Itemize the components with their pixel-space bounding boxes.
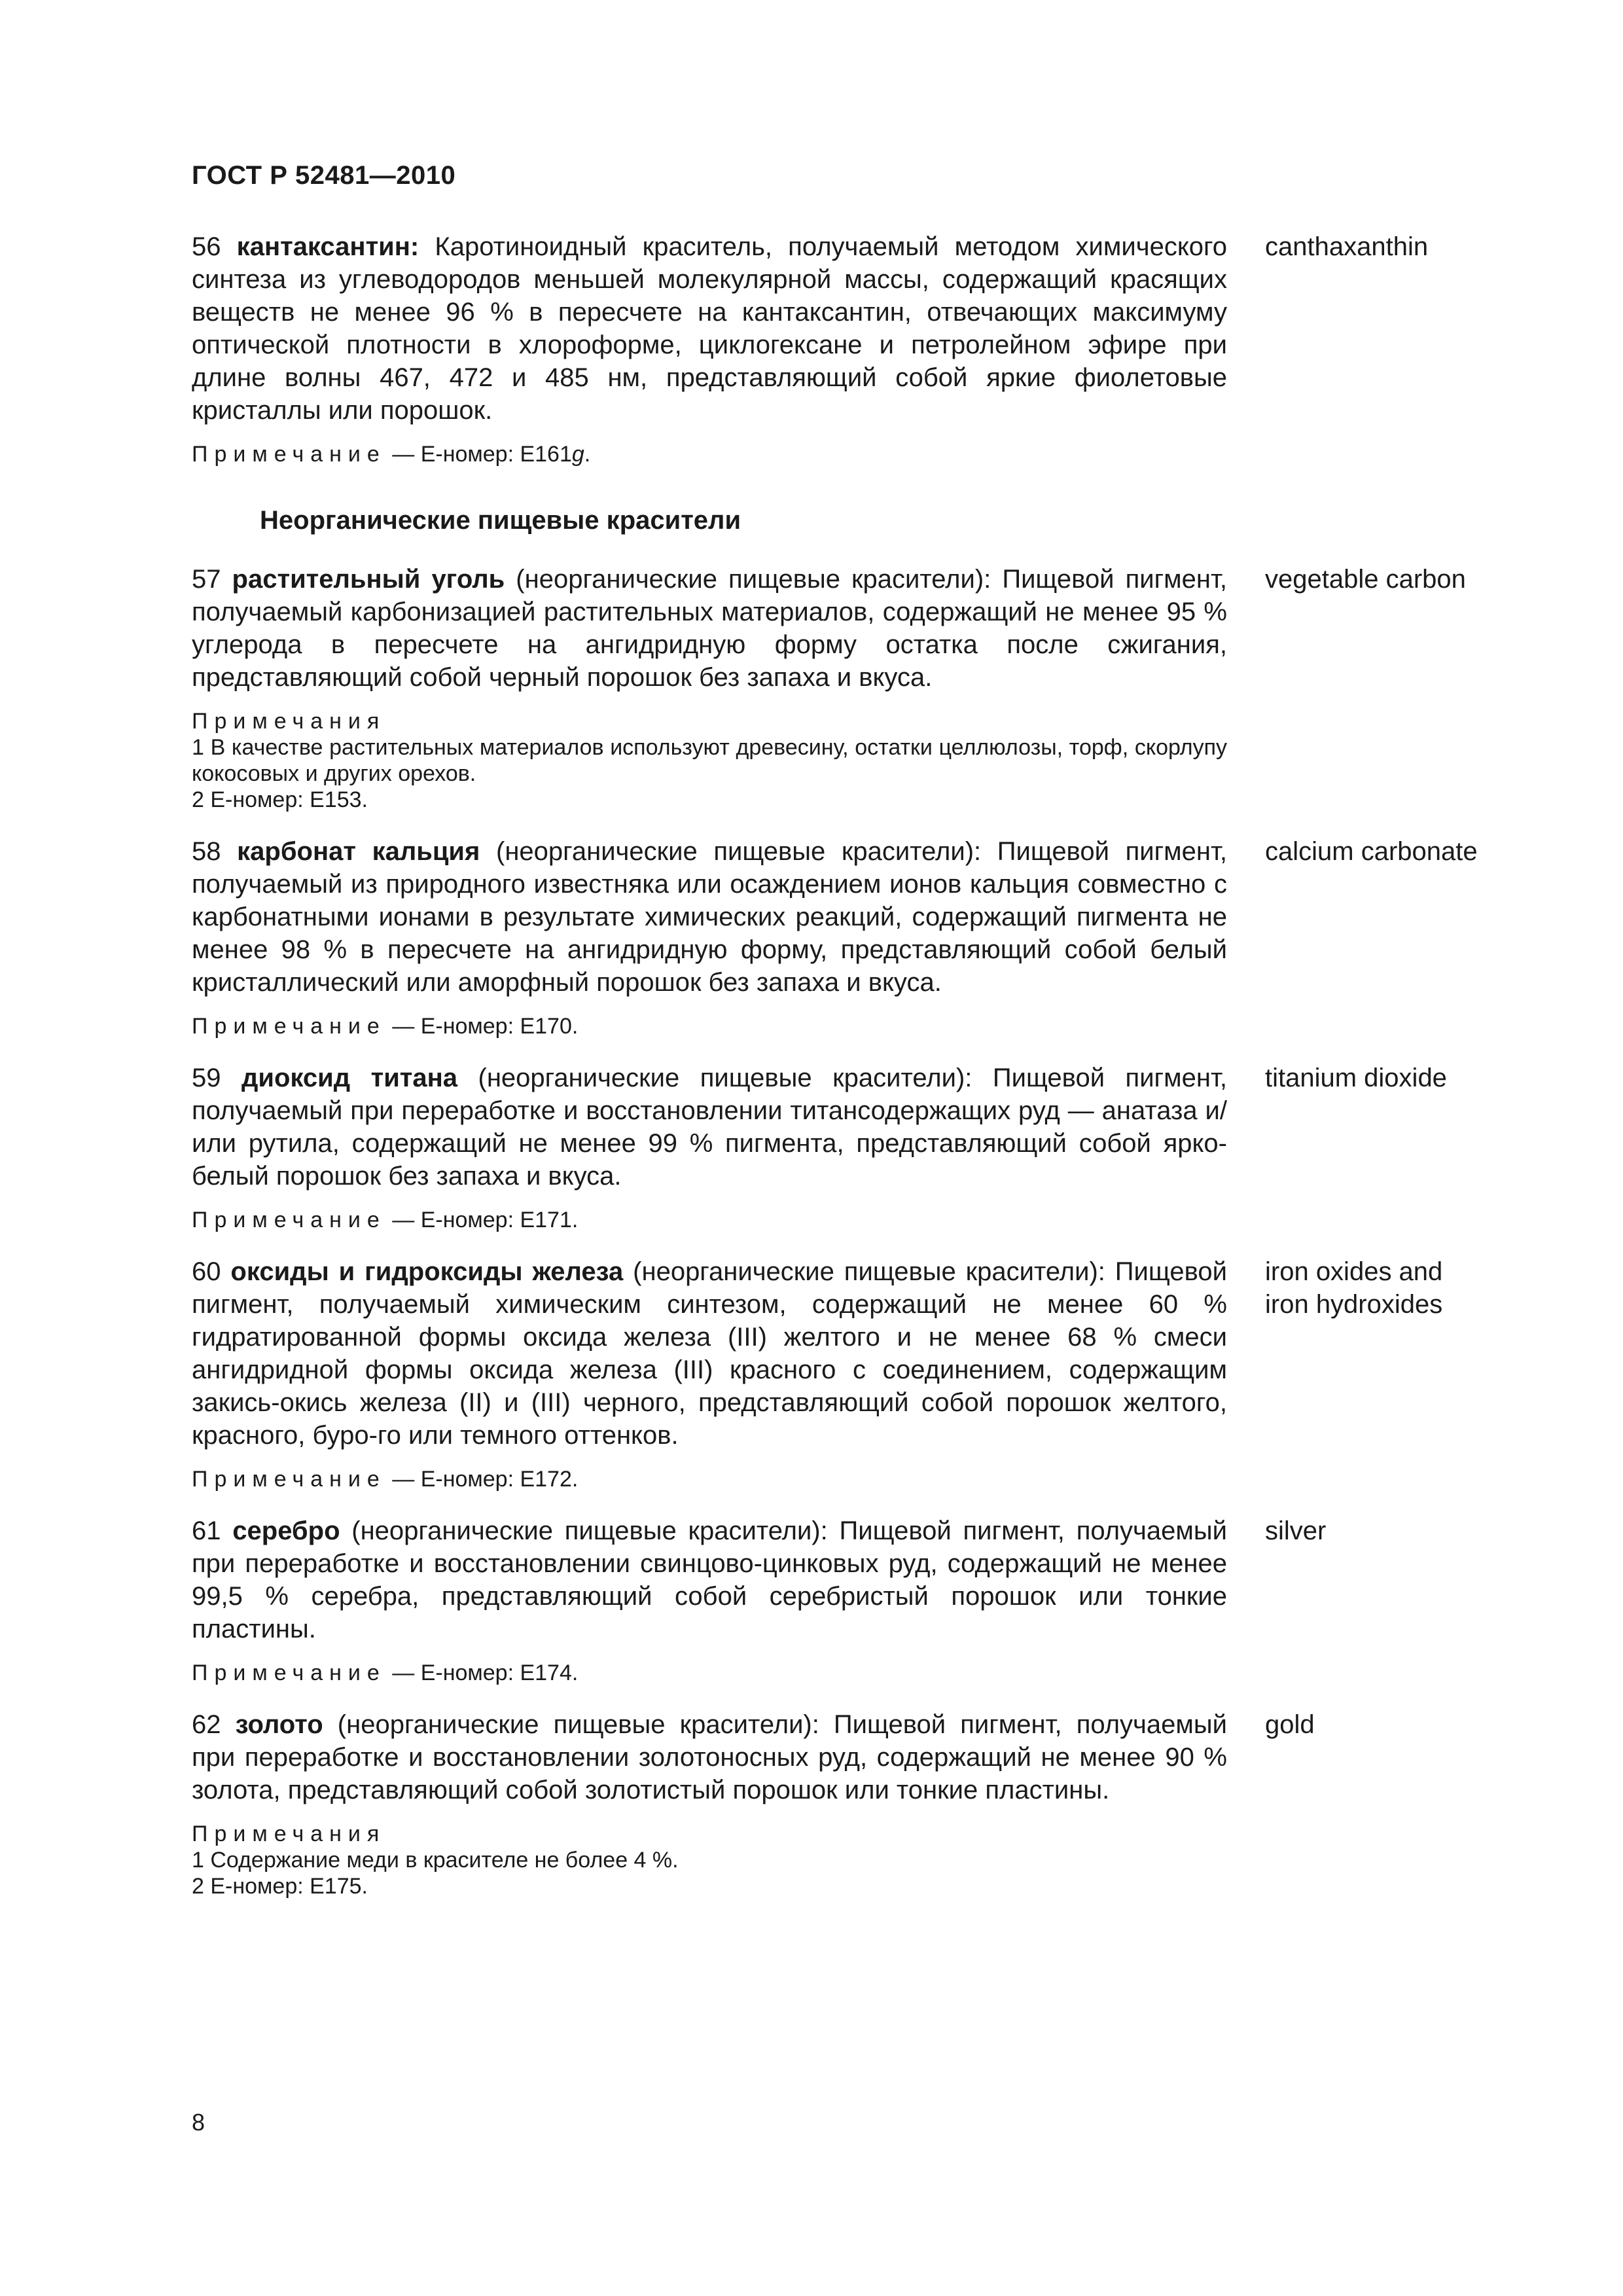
- entry-definition: [192, 230, 1227, 427]
- term-entry-56: [192, 230, 1514, 467]
- entry-definition: [192, 1255, 1227, 1452]
- term-entry-59: [192, 1062, 1514, 1233]
- note-label: Примечание: [192, 442, 386, 467]
- english-equivalent: silver: [1265, 1516, 1327, 1545]
- entry-number: 57: [192, 565, 221, 594]
- term-entry-58: [192, 835, 1514, 1039]
- note-text: — Е-номер: Е174.: [385, 1660, 579, 1685]
- note-text-italic: g: [571, 442, 584, 467]
- term-entry-57: [192, 563, 1514, 813]
- entry-definition: [192, 1062, 1227, 1193]
- section-heading: Неорганические пищевые красители: [260, 506, 741, 535]
- entry-term: оксиды и гидроксиды железа: [230, 1257, 624, 1286]
- entry-definition-text: (неорганические пищевые красители): Пищевой пигмент, получаемый карбонизацией растительных материалов, содержащий не менее 95 % углерода в пересчете на ангидридную форму остатка после сжигания, представляющий собой черный порошок без запаха и вкуса.: [192, 565, 1227, 692]
- entry-number: 58: [192, 837, 221, 866]
- english-equivalent: [1265, 1255, 1514, 1321]
- entry-notes: [192, 708, 1227, 813]
- term-entry-60: [192, 1255, 1514, 1492]
- document-body: [192, 230, 1514, 1899]
- note-text: — Е-номер: Е161: [385, 442, 572, 467]
- note-label: Примечание: [192, 1208, 386, 1232]
- entry-number: 56: [192, 232, 221, 261]
- entry-term: растительный уголь: [232, 565, 505, 594]
- note-text: — Е-номер: Е172.: [385, 1467, 579, 1492]
- entry-number: 59: [192, 1064, 221, 1092]
- english-equivalent: titanium dioxide: [1265, 1064, 1447, 1092]
- entry-number: 60: [192, 1257, 221, 1286]
- notes-label: Примечания: [192, 1821, 386, 1846]
- entry-definition: [192, 563, 1227, 694]
- note-label: Примечание: [192, 1014, 386, 1039]
- entry-definition: [192, 1708, 1227, 1806]
- entry-term: серебро: [232, 1516, 340, 1545]
- entry-term: диоксид титана: [241, 1064, 458, 1092]
- document-code-header: ГОСТ Р 52481—2010: [192, 161, 456, 190]
- english-equivalent: canthaxanthin: [1265, 232, 1429, 261]
- entry-note: [192, 1013, 1227, 1039]
- entry-definition-text: (неорганические пищевые красители): Пищевой пигмент, получаемый при переработке и восстановлении титансодержащих руд — анатаза и/или рутила, содержащий не менее 99 % пигмента, представляющий собой ярко-белый порошок без запаха и вкуса.: [192, 1064, 1227, 1191]
- english-equivalent: vegetable carbon: [1265, 565, 1466, 594]
- note-item-2: 2 Е-номер: Е175.: [192, 1874, 368, 1899]
- note-text: — Е-номер: Е171.: [385, 1208, 579, 1232]
- entry-definition-text: (неорганические пищевые красители): Пищевой пигмент, получаемый при переработке и восстановлении золотоносных руд, содержащий не менее 90 % золота, представляющий собой золотистый порошок или тонкие пластины.: [192, 1710, 1227, 1804]
- note-item-2: 2 Е-номер: Е153.: [192, 787, 368, 812]
- entry-definition-text: (неорганические пищевые красители): Пищевой пигмент, получаемый из природного известняка или осаждением ионов кальция совместно с карбонатными ионами в результате химических реакций, содержащий пигмента не менее 98 % в пересчете на ангидридную форму, представляющий собой белый кристаллический или аморфный порошок без запаха и вкуса.: [192, 837, 1227, 997]
- note-text-end: .: [584, 442, 591, 467]
- entry-definition: [192, 835, 1227, 999]
- note-label: Примечание: [192, 1660, 386, 1685]
- notes-label: Примечания: [192, 709, 386, 734]
- page-number: 8: [192, 2109, 205, 2136]
- entry-note: [192, 1660, 1227, 1686]
- entry-term: карбонат кальция: [237, 837, 480, 866]
- entry-term: кантаксантин:: [236, 232, 419, 261]
- english-equivalent-line-2: iron hydroxides: [1265, 1290, 1443, 1319]
- english-equivalent-line-1: iron oxides and: [1265, 1257, 1443, 1286]
- note-item-1: 1 В качестве растительных материалов используют древесину, остатки целлюлозы, торф, скорлупу кокосовых и других орехов.: [192, 735, 1227, 786]
- term-entry-61: [192, 1515, 1514, 1686]
- term-entry-62: [192, 1708, 1514, 1899]
- entry-definition-text: (неорганические пищевые красители): Пищевой пигмент, получаемый при переработке и восстановлении свинцово-цинковых руд, содержащий не менее 99,5 % серебра, представляющий собой серебристый порошок или тонкие пластины.: [192, 1516, 1227, 1643]
- entry-definition-text: Каротиноидный краситель, получаемый методом химического синтеза из углеводородов меньшей молекулярной массы, содержащий красящих веществ не менее 96 % в пересчете на кантаксантин, отвечающих максимуму оптической плотности в хлороформе, циклогексане и петролейном эфире при длине волны 467, 472 и 485 нм, представляющий собой яркие фиолетовые кристаллы или порошок.: [192, 232, 1227, 425]
- entry-number: 61: [192, 1516, 221, 1545]
- entry-number: 62: [192, 1710, 221, 1739]
- entry-term: золото: [235, 1710, 323, 1739]
- note-text: — Е-номер: Е170.: [385, 1014, 579, 1039]
- note-item-1: 1 Содержание меди в красителе не более 4 %.: [192, 1848, 679, 1873]
- entry-definition-text: (неорганические пищевые красители): Пищевой пигмент, получаемый химическим синтезом, содержащий не менее 60 % гидратированной формы оксида железа (III) желтого и не менее 68 % смеси ангидридной формы оксида железа (III) красного с соединением, содержащим закись-окись железа (II) и (III) черного, представляющий собой порошок желтого, красного, буро-го или темного оттенков.: [192, 1257, 1227, 1450]
- note-label: Примечание: [192, 1467, 386, 1492]
- entry-note: [192, 1466, 1227, 1492]
- entry-note: [192, 441, 1227, 467]
- english-equivalent: gold: [1265, 1710, 1315, 1739]
- entry-note: [192, 1207, 1227, 1233]
- entry-notes: [192, 1821, 1227, 1899]
- english-equivalent: calcium carbonate: [1265, 837, 1478, 866]
- entry-definition: [192, 1515, 1227, 1645]
